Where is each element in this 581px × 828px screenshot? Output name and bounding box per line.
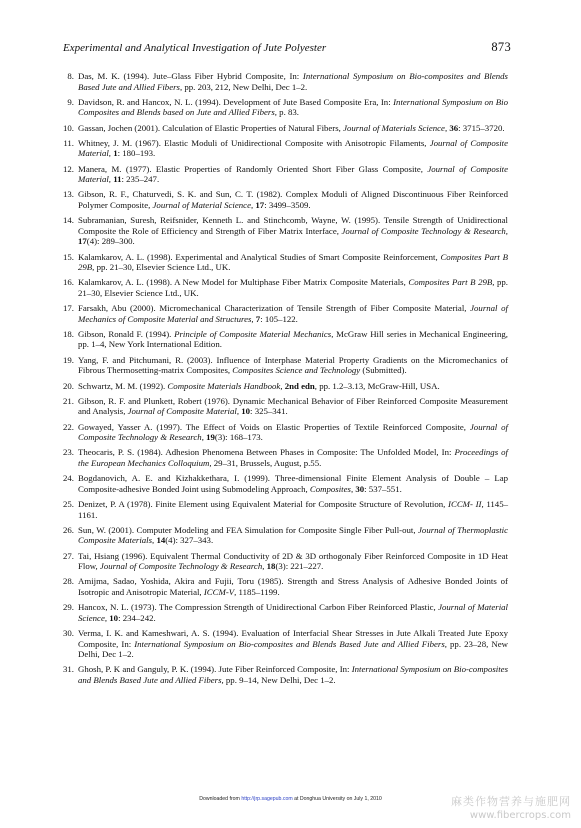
- reference-segment: Tai, Hsiang (1996). Equivalent Thermal Conductivity of 2D & 3D orthogonaly Fiber Reinforced Composite in 1D Heat Flow,: [78, 550, 508, 572]
- reference-segment: , 1185–1199.: [234, 586, 280, 597]
- reference-item: [63, 355, 508, 376]
- reference-segment: ,: [280, 380, 285, 391]
- reference-segment: Sun, W. (2001). Computer Modeling and FEA Simulation for Composite Single Fiber Pull-out,: [78, 524, 419, 535]
- reference-segment: Ghosh, P. K and Ganguly, P. K. (1994). Jute Fiber Reinforced Composite, In:: [78, 664, 352, 675]
- reference-segment: Kalamkarov, A. L. (1998). A New Model for Multiphase Fiber Matrix Composite Materials,: [78, 277, 409, 288]
- reference-number: 31.: [63, 664, 74, 675]
- reference-bold-segment: 2nd edn: [284, 380, 315, 391]
- reference-segment: (3): 168–173.: [214, 432, 263, 443]
- reference-segment: Das, M. K. (1994). Jute–Glass Fiber Hybrid Composite, In:: [78, 71, 303, 81]
- reference-segment: : 537–551.: [364, 483, 402, 494]
- reference-segment: ,: [108, 148, 114, 159]
- reference-text: [78, 71, 508, 92]
- reference-segment: ,: [251, 313, 256, 324]
- running-header: [63, 40, 511, 56]
- reference-text: [78, 473, 508, 494]
- reference-segment: Amijma, Sadao, Yoshida, Akira and Fujii, Toru (1985). Strength and Stress Analysis of Adhesive Bonded Joints of Isotropic and Anisotropic Material,: [78, 576, 508, 597]
- reference-bold-segment: 18: [266, 561, 276, 572]
- reference-segment: , pp. 1.2–3.13, McGraw-Hill, USA.: [314, 380, 440, 391]
- reference-segment: , pp. 9–14, New Delhi, Dec 1–2.: [221, 674, 336, 685]
- reference-bold-segment: 14: [156, 535, 166, 546]
- reference-item: [63, 525, 508, 546]
- reference-segment: , 1145–1161.: [78, 499, 508, 520]
- reference-item: [63, 138, 508, 159]
- reference-text: [78, 277, 508, 298]
- reference-segment: Schwartz, M. M. (1992).: [78, 380, 168, 391]
- reference-text: [78, 396, 508, 417]
- reference-italic-segment: Composites: [309, 483, 351, 494]
- reference-segment: : 180–193.: [117, 148, 156, 159]
- reference-italic-segment: Composites Part B 29B: [408, 277, 493, 288]
- reference-segment: : 325–341.: [250, 406, 288, 417]
- reference-item: [63, 664, 508, 685]
- reference-segment: : 234–242.: [118, 612, 156, 623]
- reference-bold-segment: 17: [255, 199, 265, 210]
- reference-number: 17.: [63, 303, 74, 314]
- reference-text: [78, 447, 508, 468]
- reference-segment: Gibson, R. F., Chaturvedi, S. K. and Sun, C. T. (1982). Complex Moduli of Aligned Discontinuous Fiber Reinforced Polymer Composite,: [78, 189, 508, 210]
- reference-text: [78, 628, 508, 660]
- reference-number: 16.: [63, 277, 74, 288]
- reference-italic-segment: Composites Science and Technology: [232, 365, 361, 376]
- reference-item: [63, 252, 508, 273]
- watermark-chinese: 麻类作物营养与施肥网: [451, 795, 571, 808]
- reference-segment: : 3715–3720.: [458, 122, 505, 133]
- reference-item: [63, 123, 508, 134]
- reference-number: 13.: [63, 189, 74, 200]
- reference-italic-segment: Proceedings of the European Mechanics Colloquium: [78, 447, 509, 468]
- reference-segment: Verma, I. K. and Kameshwari, A. S. (1994). Evaluation of Interfacial Shear Stresses in Jute Alkali Treated Jute Epoxy Composite, In:: [78, 628, 508, 649]
- reference-item: [63, 164, 508, 185]
- reference-text: [78, 664, 508, 685]
- reference-italic-segment: ICCM-V: [203, 586, 235, 597]
- reference-number: 20.: [63, 380, 74, 391]
- reference-bold-segment: 10: [241, 406, 251, 417]
- reference-segment: Yang, F. and Pitchumani, R. (2003). Influence of Interphase Material Property Gradients on the Micromechanics of Fibrous Thermosetting-matrix Composites,: [78, 354, 508, 376]
- reference-italic-segment: Journal of Composite Technology & Research: [78, 421, 508, 443]
- reference-number: 9.: [67, 96, 74, 107]
- reference-italic-segment: Journal of Mechanics of Composite Material and Structures: [78, 303, 508, 324]
- reference-segment: ,: [505, 225, 508, 236]
- reference-item: [63, 71, 508, 92]
- footer-link[interactable]: http://jrp.sagepub.com: [241, 796, 293, 802]
- reference-segment: Whitney, J. M. (1967). Elastic Moduli of Unidirectional Composite with Anisotropic Filaments,: [78, 137, 430, 148]
- reference-segment: , pp. 23–28, New Delhi, Dec 1–2.: [78, 638, 508, 660]
- reference-number: 26.: [63, 524, 74, 535]
- reference-item: [63, 303, 508, 324]
- reference-segment: Theocaris, P. S. (1984). Adhesion Phenomena Between Phases in Composite: The Unfolded Model, In:: [78, 447, 455, 458]
- reference-item: [63, 277, 508, 298]
- reference-segment: , pp. 21–30, Elsevier Science Ltd., UK.: [92, 262, 231, 273]
- reference-segment: ,: [262, 561, 267, 572]
- reference-italic-segment: Composites Part B 29B: [78, 251, 508, 273]
- footer-suffix: at Donghua University on July 1, 2010: [292, 796, 382, 802]
- reference-item: [63, 628, 508, 660]
- reference-item: [63, 473, 508, 494]
- reference-text: [78, 164, 508, 185]
- reference-number: 15.: [63, 251, 74, 262]
- reference-italic-segment: Journal of Composite Material: [78, 137, 508, 159]
- reference-item: [63, 396, 508, 417]
- reference-item: [63, 189, 508, 210]
- reference-text: [78, 576, 508, 597]
- reference-italic-segment: International Symposium on Bio-composites and Blends Based Jute and Allied Fibers: [78, 664, 508, 685]
- reference-item: [63, 576, 508, 597]
- reference-text: [78, 123, 508, 134]
- reference-number: 27.: [63, 550, 74, 561]
- reference-bold-segment: 36: [449, 122, 459, 133]
- reference-number: 14.: [63, 215, 74, 226]
- reference-segment: ,: [108, 174, 114, 185]
- reference-number: 23.: [63, 447, 74, 458]
- page-number: 873: [491, 40, 511, 54]
- reference-bold-segment: 7: [255, 313, 261, 324]
- footer-prefix: Downloaded from: [199, 796, 242, 802]
- reference-number: 10.: [63, 122, 74, 133]
- reference-italic-segment: Journal of Composite Technology & Research: [99, 561, 263, 572]
- reference-segment: Subramanian, Suresh, Reifsnider, Kenneth L. and Stinchcomb, Wayne, W. (1995). Tensile Strength of Unidirectional Composite the Role of Efficiency and Strength of Fiber Matrix Interface,: [78, 215, 508, 236]
- reference-text: [78, 422, 508, 443]
- reference-number: 21.: [63, 395, 74, 406]
- reference-text: [78, 329, 508, 350]
- reference-italic-segment: Journal of Composite Material: [127, 406, 237, 417]
- reference-segment: Hancox, N. L. (1973). The Compression Strength of Unidirectional Carbon Fiber Reinforced Plastic,: [78, 602, 439, 613]
- reference-segment: , McGraw Hill series in Mechanical Engineering, pp. 1–4, New York International Edition.: [78, 328, 508, 350]
- reference-segment: , 29–31, Brussels, August, p.55.: [209, 457, 322, 468]
- reference-segment: : 105–122.: [260, 313, 298, 324]
- watermark-url: www.fibercrops.com: [469, 810, 571, 821]
- reference-number: 30.: [63, 628, 74, 639]
- reference-segment: Gibson, Ronald F. (1994).: [78, 328, 175, 339]
- reference-italic-segment: Journal of Material Science: [152, 199, 251, 210]
- reference-segment: (Submitted).: [360, 365, 407, 376]
- reference-segment: , p. 83.: [274, 107, 299, 118]
- reference-item: [63, 97, 508, 118]
- reference-italic-segment: International Symposium on Bio-composites and Blends Based Jute and Allied Fibers: [78, 71, 508, 92]
- reference-italic-segment: International Symposium on Bio-composites and Blends Based Jute and Allied Fibers: [134, 638, 445, 649]
- reference-segment: ,: [250, 199, 256, 210]
- watermark: [431, 795, 571, 822]
- reference-segment: Davidson, R. and Hancox, N. L. (1994). Development of Jute Based Composite Era, In:: [78, 96, 394, 107]
- reference-number: 18.: [63, 328, 74, 339]
- reference-segment: Denizet, P. A (1978). Finite Element using Equivalent Material for Composite Structure of Revolution,: [78, 499, 449, 510]
- reference-bold-segment: 30: [355, 483, 365, 494]
- reference-text: [78, 189, 508, 210]
- reference-text: [78, 551, 508, 572]
- reference-item: [63, 215, 508, 247]
- reference-text: [78, 499, 508, 520]
- reference-text: [78, 602, 508, 623]
- reference-number: 8.: [67, 71, 74, 81]
- reference-segment: Gibson, R. F. and Plunkett, Robert (1976). Dynamic Mechanical Behavior of Fiber Reinforced Composite Measurement and Analysis,: [78, 395, 508, 417]
- reference-segment: ,: [201, 432, 207, 443]
- reference-segment: (4): 327–343.: [165, 535, 214, 546]
- reference-number: 24.: [63, 473, 74, 484]
- reference-segment: ,: [350, 483, 356, 494]
- reference-segment: Farsakh, Abu (2000). Micromechanical Characterization of Tensile Strength of Fiber Composite Material,: [78, 303, 471, 314]
- reference-item: [63, 381, 508, 392]
- reference-number: 12.: [63, 163, 74, 174]
- reference-item: [63, 602, 508, 623]
- running-title: Experimental and Analytical Investigation of Jute Polyester: [63, 42, 327, 54]
- reference-italic-segment: Journal of Materials Science: [343, 122, 445, 133]
- reference-number: 29.: [63, 602, 74, 613]
- reference-segment: Gassan, Jochen (2001). Calculation of Elastic Properties of Natural Fibers,: [78, 122, 344, 133]
- reference-number: 22.: [63, 421, 74, 432]
- reference-item: [63, 329, 508, 350]
- reference-text: [78, 355, 508, 376]
- reference-segment: : 3499–3509.: [264, 199, 311, 210]
- reference-number: 28.: [63, 576, 74, 587]
- reference-italic-segment: Journal of Composite Technology & Research: [341, 225, 506, 236]
- reference-italic-segment: International Symposium on Bio Composites and Blends based on Jute and Allied Fibers: [78, 96, 509, 118]
- reference-segment: : 235–247.: [121, 174, 160, 185]
- reference-bold-segment: 19: [206, 432, 215, 443]
- reference-text: [78, 215, 508, 247]
- reference-text: [78, 97, 508, 118]
- reference-item: [63, 447, 508, 468]
- reference-segment: ,: [236, 406, 242, 417]
- reference-text: [78, 252, 508, 273]
- reference-bold-segment: 11: [113, 174, 122, 185]
- reference-text: [78, 303, 508, 324]
- reference-segment: Kalamkarov, A. L. (1998). Experimental and Analytical Studies of Smart Composite Reinforcement,: [78, 251, 441, 262]
- reference-segment: ,: [104, 612, 110, 623]
- reference-item: [63, 499, 508, 520]
- reference-italic-segment: Composite Materials Handbook: [167, 380, 281, 391]
- reference-italic-segment: Journal of Composite Material: [78, 163, 508, 185]
- reference-list: [63, 71, 508, 690]
- reference-number: 11.: [63, 137, 74, 148]
- reference-italic-segment: Journal of Thermoplastic Composite Materials: [78, 524, 508, 546]
- reference-segment: , pp. 21–30, Elsevier Science Ltd., UK.: [78, 277, 508, 298]
- reference-text: [78, 138, 508, 159]
- reference-italic-segment: ICCM- II: [448, 499, 482, 510]
- reference-text: [78, 525, 508, 546]
- reference-item: [63, 551, 508, 572]
- reference-italic-segment: Principle of Composite Material Mechanics: [174, 328, 332, 339]
- reference-segment: Gowayed, Yasser A. (1997). The Effect of Voids on Elastic Properties of Textile Reinforced Composite,: [78, 421, 470, 432]
- reference-segment: ,: [444, 122, 450, 133]
- reference-bold-segment: 1: [113, 148, 118, 159]
- reference-segment: ,: [152, 535, 157, 546]
- reference-italic-segment: Journal of Material Science: [78, 602, 508, 623]
- reference-segment: (3): 221–227.: [275, 561, 324, 572]
- reference-item: [63, 422, 508, 443]
- reference-segment: , pp. 203, 212, New Delhi, Dec 1–2.: [179, 81, 308, 92]
- reference-bold-segment: 17: [78, 236, 87, 247]
- reference-segment: (4): 289–300.: [86, 236, 135, 247]
- reference-bold-segment: 10: [109, 612, 119, 623]
- reference-number: 19.: [63, 354, 74, 365]
- reference-segment: Manera, M. (1977). Elastic Properties of Randomly Oriented Short Fiber Glass Composite,: [78, 163, 428, 174]
- reference-segment: Bogdanovich, A. E. and Kizhakkethara, I. (1999). Three-dimensional Finite Element Analysis of Double – Lap Composite-adhesive Bonded Joint using Submodeling Approach,: [78, 473, 508, 494]
- reference-text: [78, 381, 508, 392]
- reference-number: 25.: [63, 499, 74, 510]
